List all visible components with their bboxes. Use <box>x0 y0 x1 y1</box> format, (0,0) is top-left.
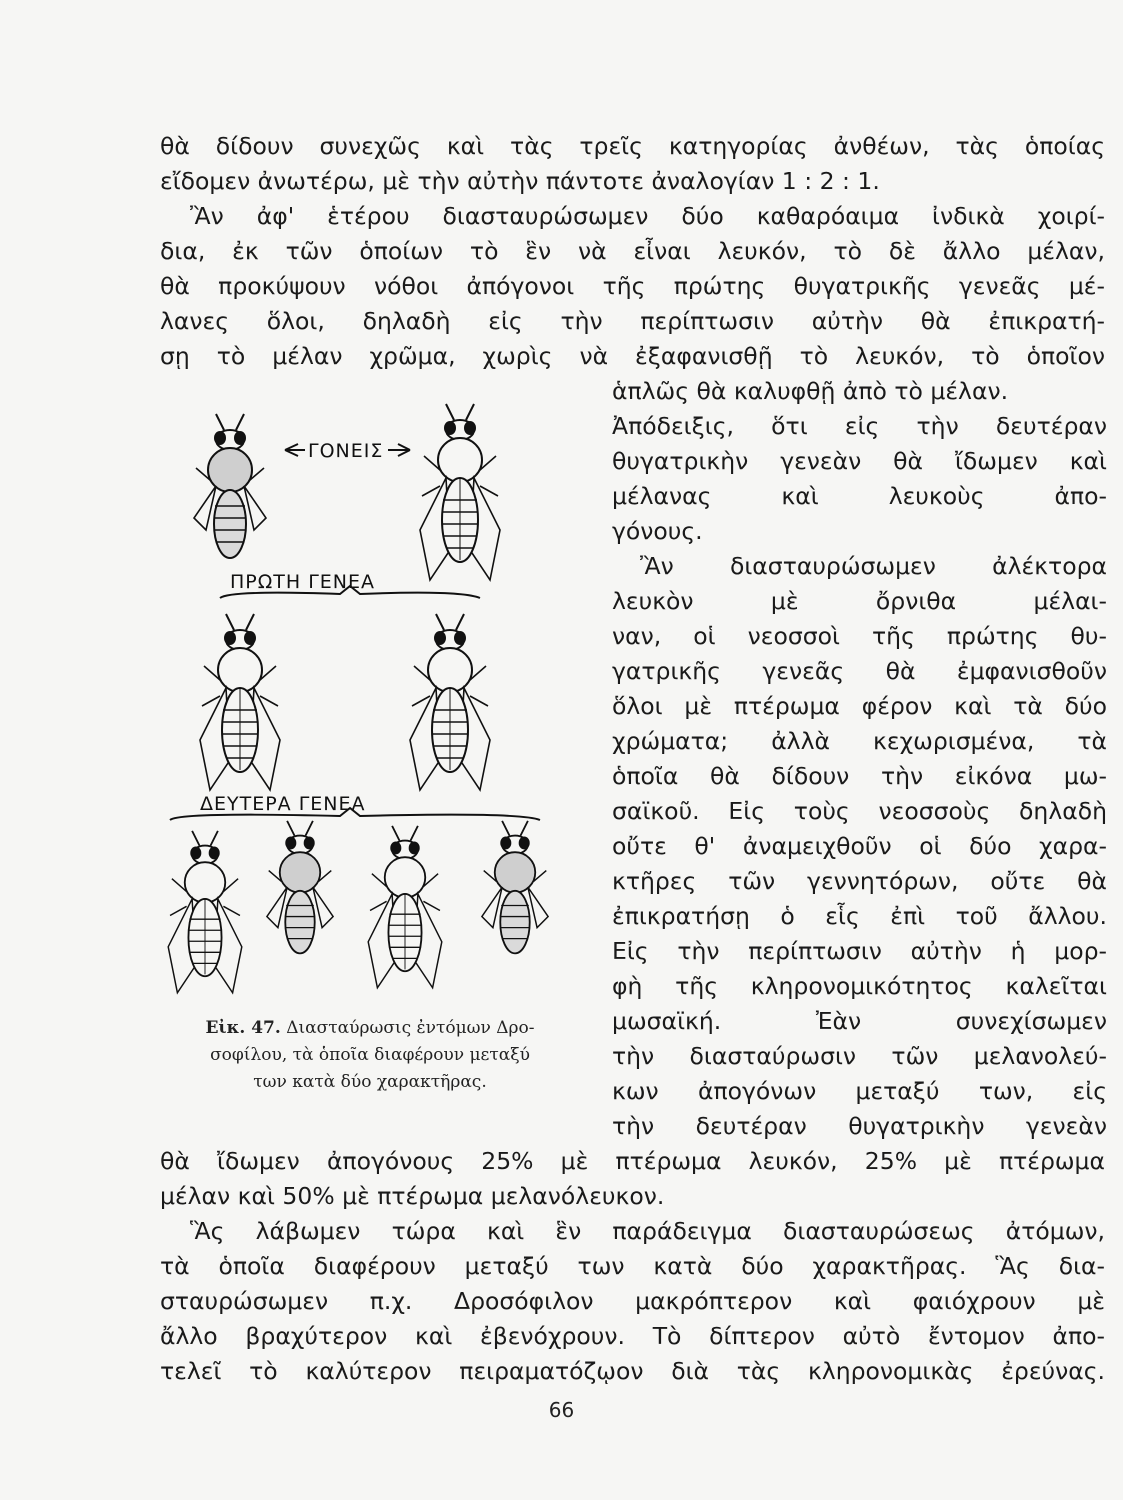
text-line: εἴδομεν ἀνωτέρω, μὲ τὴν αὐτὴν πάντοτε ἀναλογίαν 1 : 2 : 1. <box>160 167 880 195</box>
first-gen-fly-right <box>410 614 490 790</box>
caption-text: των κατὰ δύο χαρακτῆρας. <box>253 1072 487 1092</box>
text-line: ἐπικρατήσῃ ὁ εἷς ἐπὶ τοῦ ἄλλου. <box>612 902 1107 930</box>
text-line: τὴν δευτέραν θυγατρικὴν γενεὰν <box>612 1112 1107 1140</box>
drosophila-cross-figure <box>160 390 600 1010</box>
text-line: οὔτε θ' ἀναμειχθοῦν οἱ δύο χαρα- <box>612 832 1107 860</box>
text-line: τὴν διασταύρωσιν τῶν μελανολεύ- <box>612 1042 1107 1070</box>
text-line: τελεῖ τὸ καλύτερον πειραματόζῳον διὰ τὰς κληρονομικὰς ἐρεύνας. <box>160 1357 1105 1385</box>
parent-fly-dark <box>194 414 266 558</box>
text-line: λανες ὅλοι, δηλαδὴ εἰς τὴν περίπτωσιν αὐτὴν θὰ ἐπικρατή- <box>160 307 1105 335</box>
text-line: Εἰς τὴν περίπτωσιν αὐτὴν ἡ μορ- <box>612 937 1107 965</box>
text-line: λευκὸν μὲ ὄρνιθα μέλαι- <box>612 587 1107 615</box>
text-line: δια, ἐκ τῶν ὁποίων τὸ ἓν νὰ εἶναι λευκόν, τὸ δὲ ἄλλο μέλαν, <box>160 237 1105 265</box>
text-line: φὴ τῆς κληρονομικότητος καλεῖται <box>612 972 1107 1000</box>
text-line: ἁπλῶς θὰ καλυφθῇ ἀπὸ τὸ μέλαν. <box>612 377 1009 405</box>
parent-fly-light <box>420 404 500 580</box>
caption-text: Διασταύρωσις ἐντόμων Δρο- <box>286 1018 535 1038</box>
text-line: κων ἀπογόνων μεταξύ των, εἰς <box>612 1077 1107 1105</box>
text-line: μέλανας καὶ λευκοὺς ἀπο- <box>612 482 1107 510</box>
text-line: Ἀπόδειξις, ὅτι εἰς τὴν δευτέραν <box>612 412 1107 440</box>
parents-label <box>285 440 410 462</box>
text-line: κτῆρες τῶν γεννητόρων, οὔτε θὰ <box>612 867 1107 895</box>
text-line: ναν, οἱ νεοσσοὶ τῆς πρώτης θυ- <box>612 622 1107 650</box>
figure-caption <box>160 1015 580 1096</box>
second-gen-fly-3 <box>368 826 442 988</box>
caption-text: σοφίλου, τὰ ὁποῖα διαφέρουν μεταξύ <box>210 1045 530 1065</box>
text-line: θὰ δίδουν συνεχῶς καὶ τὰς τρεῖς κατηγορίας ἀνθέων, τὰς ὁποίας <box>160 132 1105 160</box>
text-line: θὰ προκύψουν νόθοι ἀπόγονοι τῆς πρώτης θυγατρικῆς γενεᾶς μέ- <box>160 272 1105 300</box>
text-line: θὰ ἴδωμεν ἀπογόνους 25% μὲ πτέρωμα λευκόν, 25% μὲ πτέρωμα <box>160 1147 1105 1175</box>
text-line: μωσαϊκή. Ἐὰν συνεχίσωμεν <box>612 1007 1107 1035</box>
text-line: θυγατρικὴν γενεὰν θὰ ἴδωμεν καὶ <box>612 447 1107 475</box>
text-line: Ἃς λάβωμεν τώρα καὶ ἓν παράδειγμα διασταυρώσεως ἀτόμων, <box>190 1217 1105 1245</box>
text-line: γατρικῆς γενεᾶς θὰ ἐμφανισθοῦν <box>612 657 1107 685</box>
text-line: ἄλλο βραχύτερον καὶ ἐβενόχρουν. Τὸ δίπτερον αὐτὸ ἔντομον ἀπο- <box>160 1322 1105 1350</box>
text-line: χρώματα; ἀλλὰ κεχωρισμένα, τὰ <box>612 727 1107 755</box>
text-line: σῃ τὸ μέλαν χρῶμα, χωρὶς νὰ ἐξαφανισθῇ τὸ λευκόν, τὸ ὁποῖον <box>160 342 1105 370</box>
text-line: Ἂν διασταυρώσωμεν ἀλέκτορα <box>640 552 1107 580</box>
second-gen-fly-2 <box>267 821 333 953</box>
text-line: Ἂν ἀφ' ἑτέρου διασταυρώσωμεν δύο καθαρόαιμα ἰνδικὰ χοιρί- <box>190 202 1105 230</box>
text-line: τὰ ὁποῖα διαφέρουν μεταξύ των κατὰ δύο χαρακτῆρας. Ἃς δια- <box>160 1252 1105 1280</box>
text-line: ὅλοι μὲ πτέρωμα φέρον καὶ τὰ δύο <box>612 692 1107 720</box>
text-line: σταυρώσωμεν π.χ. Δροσόφιλον μακρόπτερον καὶ φαιόχρουν μὲ <box>160 1287 1105 1315</box>
text-line: γόνους. <box>612 517 703 545</box>
second-gen-fly-1 <box>168 831 242 993</box>
text-line: ὁποῖα θὰ δίδουν τὴν εἰκόνα μω- <box>612 762 1107 790</box>
caption-number: Εἰκ. 47. <box>205 1018 281 1038</box>
page-number: 66 <box>548 1398 575 1422</box>
text-line: σαϊκοῦ. Εἰς τοὺς νεοσσοὺς δηλαδὴ <box>612 797 1107 825</box>
text-line: μέλαν καὶ 50% μὲ πτέρωμα μελανόλευκον. <box>160 1182 665 1210</box>
first-generation-label: ΠΡΩΤΗ ΓΕΝΕΑ <box>230 571 376 593</box>
first-gen-fly-left <box>200 614 280 790</box>
parents-label-text: ΓΟΝΕΙΣ <box>308 440 384 462</box>
second-gen-fly-4 <box>482 821 548 953</box>
second-generation-label: ΔΕΥΤΕΡΑ ΓΕΝΕΑ <box>200 793 366 815</box>
